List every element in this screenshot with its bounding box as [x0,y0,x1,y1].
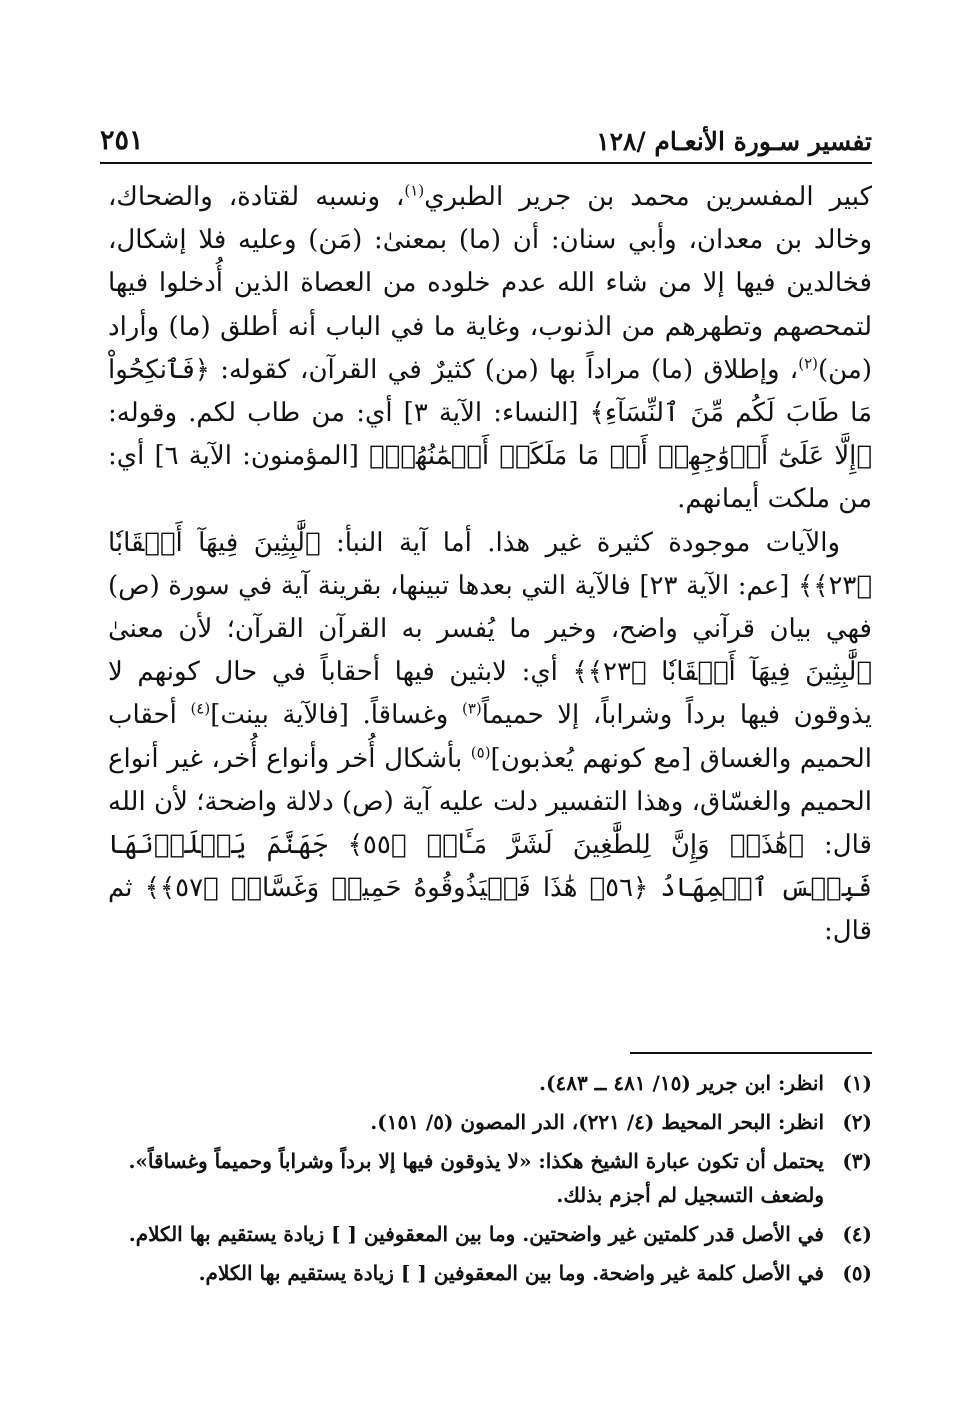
text-run: وغساقاً. [فالآية بينت] [210,700,462,731]
footnote-ref-1: (١) [404,181,425,200]
footnote-number: (٣) [842,1149,872,1173]
footnote-ref-2: (٢) [798,354,818,373]
paragraph-2 [108,522,872,954]
text-run: ، ونسبه لقتادة، والضحاك، وخالد بن معدان، وأبي سنان: أن (ما) بمعنىٰ: (مَن) وعليه فلا إشكال، فخالدين فيها إلا من شاء الله عدم خلوده من العصاة الذين أُدخلوا فيها لتمحصهم وتطهرهم من الذنوب، وغاية ما في الباب أنه أطلق (ما) وأراد (من) [108,182,872,385]
text-run: والآيات موجودة كثيرة غير هذا. أما آية النبأ: ﴿لَّٰبِثِينَ فِيهَآ أَحۡقَابٗا ﴿٢٣﴾﴾ [عم: الآية ٢٣] فالآية التي بعدها تبينها، بقرينة آية في سورة (ص) فهي بيان قرآني واضح، وخير ما يُفسر به القرآن القرآن؛ لأن معنىٰ ﴿لَّٰبِثِينَ فِيهَآ أَحۡقَابٗا ﴿٢٣﴾﴾ أي: لابثين فيها أحقاباً في حال كونهم لا يذوقون فيها برداً وشراباً، إلا حميماً [108,527,873,731]
page-number: ٢٥١ [100,125,144,156]
footnote-separator [630,1052,872,1054]
footnote-text: يحتمل أن تكون عبارة الشيخ هكذا: «لا يذوقون فيها إلا برداً وشراباً وحميماً وغساقاً». ولضعف التسجيل لم أجزم بذلك. [128,1149,824,1207]
text-run: أحقاب الحميم والغساق [مع كونهم يُعذبون] [108,700,873,774]
running-title: تفسير سـورة الأنعـام /١٢٨ [596,127,872,156]
text-run: بأشكال أُخر وأنواع أُخر، غير أنواع الحميم والغسّاق، وهذا التفسير دلت عليه آية (ص) دلالة واضحة؛ لأن الله قال: ﴿هَٰذَاۚ وَإِنَّ لِلطَّٰغِينَ لَشَرَّ مَـَٔابٖ ﴿٥٥﴾ جَهَنَّمَ يَصۡلَوۡنَهَا فَبِئۡسَ ٱلۡمِهَادُ ﴿٥٦﴾ هَٰذَا فَلۡيَذُوقُوهُ حَمِيمٞ وَغَسَّاقٞ ﴿٥٧﴾﴾ ثم قال: [108,743,872,947]
header-rule [100,162,872,164]
footnote-1 [108,1066,872,1100]
footnote-ref-5: (٥) [470,742,491,761]
page-header [100,110,872,156]
footnote-ref-3: (٣) [461,699,482,718]
footnote-4 [108,1217,872,1251]
footnote-number: (٤) [842,1222,872,1246]
footnote-3 [108,1144,872,1212]
main-text [108,176,872,954]
footnotes [108,1066,872,1295]
footnote-text: في الأصل كلمة غير واضحة. وما بين المعقوفين [ ] زيادة يستقيم بها الكلام. [198,1261,824,1285]
footnote-text: انظر: ابن جرير (١٥/ ٤٨١ ــ ٤٨٣). [539,1071,824,1095]
footnote-number: (٢) [842,1110,872,1134]
footnote-ref-4: (٤) [190,699,211,718]
footnote-number: (١) [842,1071,872,1095]
footnote-text: في الأصل قدر كلمتين غير واضحتين. وما بين المعقوفين [ ] زيادة يستقيم بها الكلام. [128,1222,824,1246]
footnote-number: (٥) [842,1261,872,1285]
footnote-text: انظر: البحر المحيط (٤/ ٢٢١)، الدر المصون (٥/ ١٥١). [370,1110,824,1134]
footnote-2 [108,1105,872,1139]
text-run: كبير المفسرين محمد بن جرير الطبري [424,182,872,212]
paragraph-1 [108,176,872,522]
footnote-5 [108,1256,872,1290]
text-run: ، وإطلاق (ما) مراداً بها (من) كثيرٌ في القرآن، كقوله: ﴿فَٱنكِحُواْ مَا طَابَ لَكُم مِّنَ ٱلنِّسَآءِ﴾ [النساء: الآية ٣] أي: من طاب لكم. وقوله: ﴿إِلَّا عَلَىٰٓ أَزۡوَٰجِهِمۡ أَوۡ مَا مَلَكَتۡ أَيۡمَٰنُهُمۡ﴾ [المؤمنون: الآية ٦] أي: من ملكت أيمانهم. [108,354,872,515]
